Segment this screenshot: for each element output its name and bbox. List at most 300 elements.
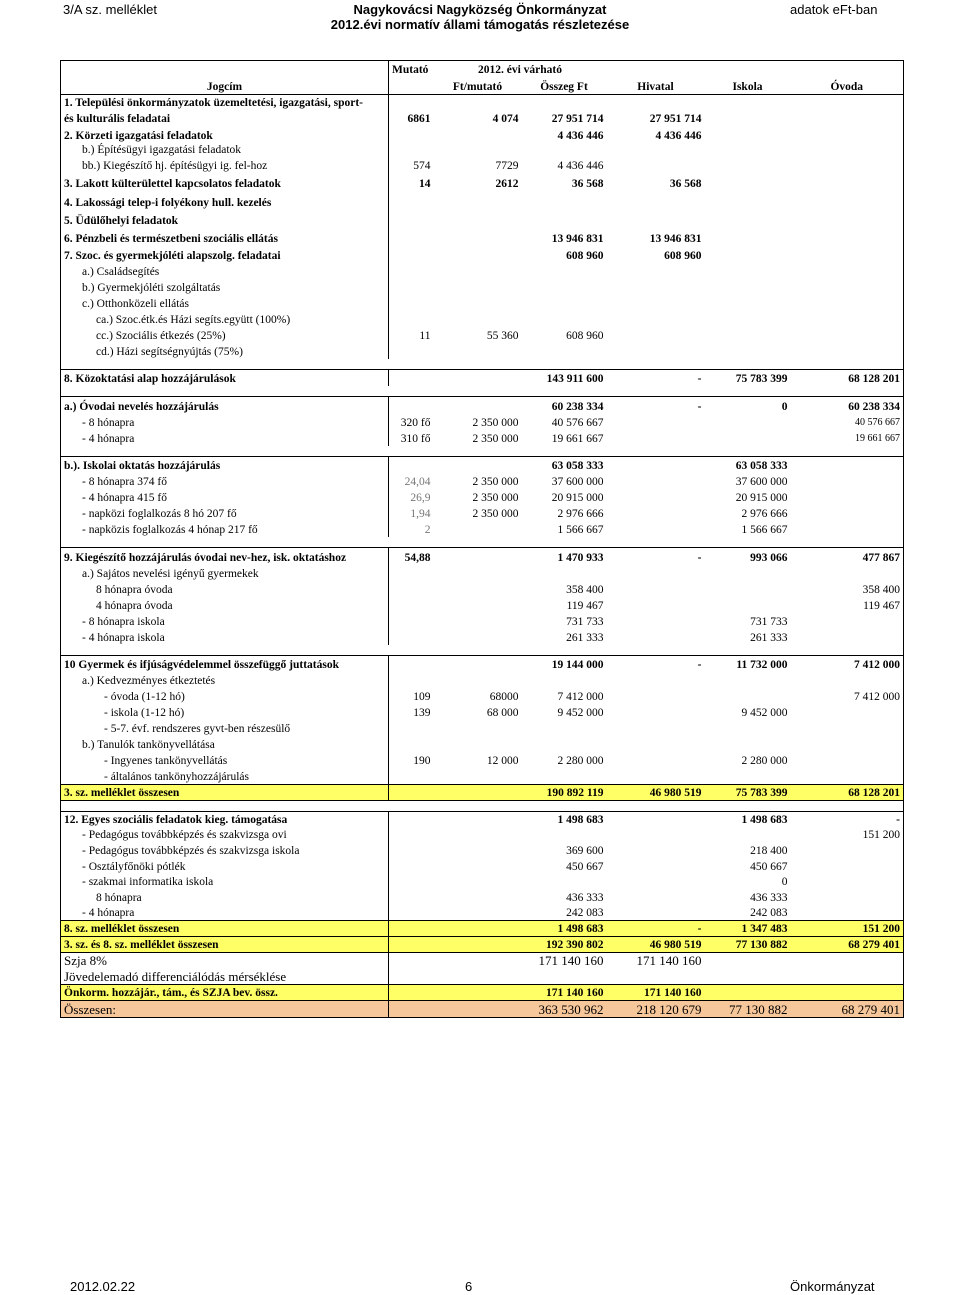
table-row — [61, 1000, 904, 1017]
cell-osszeg: 171 140 160 — [522, 984, 607, 1000]
table-row — [61, 126, 904, 143]
cell-ovoda — [791, 343, 904, 359]
cell-iskola: 1 347 483 — [705, 920, 791, 936]
cell-iskola — [705, 597, 791, 613]
cell-mutato — [389, 905, 434, 920]
row-label: - 8 hónapra iskola — [61, 613, 389, 629]
cell-ft — [434, 126, 522, 143]
row-label: Szja 8% — [61, 952, 389, 968]
row-label: 9. Kiegészítő hozzájárulás óvodai nev-hez, isk. oktatáshoz — [61, 548, 389, 565]
row-label: 3. sz. és 8. sz. melléklet összesen — [61, 936, 389, 952]
table-row — [61, 889, 904, 905]
row-label: 10 Gyermek és ifjúságvédelemmel összefüggő juttatások — [61, 655, 389, 672]
cell-ft — [434, 343, 522, 359]
cell-mutato — [389, 295, 434, 311]
cell-iskola: 1 498 683 — [705, 811, 791, 827]
cell-ovoda — [791, 505, 904, 521]
cell-iskola: 242 083 — [750, 906, 788, 919]
cell-ovoda — [791, 327, 904, 343]
cell-ovoda — [791, 143, 904, 157]
table-row — [61, 905, 904, 920]
cell-osszeg — [522, 672, 607, 688]
cell-hivatal — [607, 858, 705, 874]
cell-ovoda — [791, 720, 904, 736]
table-row — [61, 191, 904, 210]
cell-ovoda — [791, 984, 904, 1000]
cell-hivatal — [607, 720, 705, 736]
table-row — [61, 95, 904, 110]
table-row — [61, 157, 904, 173]
cell-iskola: 20 915 000 — [735, 492, 788, 504]
cell-hivatal: - — [607, 369, 705, 386]
cell-iskola: 0 — [705, 397, 791, 414]
cell-mutato — [389, 597, 434, 613]
cell-osszeg: 1 566 667 — [557, 524, 604, 536]
cell-hivatal — [607, 874, 705, 889]
col-ft-mutato: Ft/mutató — [434, 77, 522, 95]
cell-ovoda: 151 200 — [791, 920, 904, 936]
cell-iskola — [705, 984, 791, 1000]
cell-iskola — [705, 228, 791, 246]
cell-ft — [434, 191, 522, 210]
cell-ft — [434, 905, 522, 920]
col-iskola: Iskola — [705, 77, 791, 95]
cell-osszeg — [522, 968, 607, 984]
cell-ovoda — [791, 191, 904, 210]
cell-ovoda — [791, 952, 904, 968]
table-row — [61, 655, 904, 672]
table-row — [61, 210, 904, 228]
cell-osszeg — [522, 311, 607, 327]
cell-hivatal — [607, 157, 705, 173]
cell-ft: 2 350 000 — [472, 432, 519, 445]
table-row — [61, 613, 904, 629]
col-jogcim: Jogcím — [61, 77, 389, 95]
cell-ovoda: 68 279 401 — [791, 1000, 904, 1017]
footer-page: 6 — [465, 1279, 473, 1294]
cell-ft — [434, 521, 522, 537]
cell-osszeg: 13 946 831 — [551, 232, 604, 245]
cell-hivatal — [607, 95, 705, 110]
cell-iskola — [705, 736, 791, 752]
cell-hivatal — [607, 295, 705, 311]
row-label: - Ingyenes tankönyvellátás — [61, 752, 389, 768]
cell-ft — [434, 311, 522, 327]
cell-ovoda — [791, 905, 904, 920]
cell-mutato — [389, 343, 434, 359]
cell-osszeg: 450 667 — [566, 861, 604, 873]
row-label: 3. sz. melléklet összesen — [61, 784, 389, 800]
cell-osszeg — [522, 874, 607, 889]
cell-ft — [434, 263, 522, 279]
row-label: - általános tankönyhozzájárulás — [61, 768, 389, 784]
cell-iskola — [705, 968, 791, 984]
page-subtitle: 2012.évi normatív állami támogatás részletezése — [330, 17, 630, 32]
table-row — [61, 811, 904, 827]
cell-ft — [434, 720, 522, 736]
cell-iskola — [705, 311, 791, 327]
cell-hivatal — [607, 430, 705, 446]
cell-ft — [434, 629, 522, 645]
cell-ft — [434, 920, 522, 936]
cell-mutato — [389, 889, 434, 905]
cell-ft — [434, 295, 522, 311]
cell-ovoda: 40 576 667 — [791, 414, 904, 430]
cell-iskola: 0 — [781, 876, 788, 888]
cell-ovoda — [791, 279, 904, 295]
cell-ovoda — [791, 672, 904, 688]
cell-ft — [434, 210, 522, 228]
table-row — [61, 473, 904, 489]
col-osszeg: Összeg Ft — [522, 77, 607, 95]
cell-ft — [434, 143, 522, 157]
cell-osszeg: 261 333 — [566, 631, 604, 644]
cell-ft — [434, 228, 522, 246]
cell-osszeg: 436 333 — [566, 892, 604, 904]
row-label: 3. Lakott külterülettel kapcsolatos feladatok — [61, 173, 389, 191]
cell-mutato — [389, 369, 434, 386]
cell-hivatal — [607, 489, 705, 505]
cell-hivatal — [607, 343, 705, 359]
cell-hivatal — [607, 905, 705, 920]
cell-ft — [434, 736, 522, 752]
cell-iskola — [705, 126, 791, 143]
cell-hivatal: - — [607, 548, 705, 565]
cell-mutato — [389, 581, 434, 597]
table-row — [61, 343, 904, 359]
cell-iskola: 218 400 — [750, 845, 788, 857]
cell-hivatal: - — [607, 397, 705, 414]
cell-hivatal: 218 120 679 — [607, 1000, 705, 1017]
table-row — [61, 173, 904, 191]
cell-iskola — [705, 143, 791, 157]
cell-osszeg: 4 436 446 — [557, 159, 604, 172]
cell-ft: 2612 — [495, 177, 519, 190]
cell-ft — [434, 952, 522, 968]
cell-mutato — [389, 768, 434, 784]
cell-osszeg — [522, 343, 607, 359]
cell-ovoda — [791, 842, 904, 858]
row-label: Jövedelemadó differenciálódás mérséklése — [61, 968, 389, 984]
spacer-row — [61, 446, 904, 457]
annex-label: 3/A sz. melléklet — [63, 2, 157, 17]
cell-iskola: 75 783 399 — [705, 369, 791, 386]
cell-osszeg: 63 058 333 — [522, 456, 607, 473]
cell-iskola: 993 066 — [705, 548, 791, 565]
cell-ft — [434, 984, 522, 1000]
header-row-1 — [61, 61, 904, 77]
cell-hivatal — [607, 768, 705, 784]
table-row — [61, 548, 904, 565]
cell-ft — [434, 95, 522, 110]
table-row — [61, 784, 904, 800]
row-label: 1. Települési önkormányzatok üzemeltetési, igazgatási, sport- — [61, 95, 389, 110]
cell-ft — [434, 768, 522, 784]
cell-mutato — [389, 936, 434, 952]
cell-mutato — [389, 672, 434, 688]
cell-mutato — [389, 827, 434, 842]
row-label: ca.) Szoc.étk.és Házi segíts.együtt (100%) — [61, 311, 389, 327]
table-row — [61, 327, 904, 343]
cell-osszeg: 27 951 714 — [551, 112, 604, 125]
cell-hivatal — [607, 704, 705, 720]
cell-osszeg: 119 467 — [566, 599, 604, 612]
cell-osszeg: 192 390 802 — [522, 936, 607, 952]
cell-osszeg: 1 498 683 — [522, 920, 607, 936]
cell-osszeg: 369 600 — [566, 845, 604, 857]
cell-iskola: 9 452 000 — [741, 707, 788, 719]
col-group: 2012. évi várható — [434, 61, 607, 77]
table-row — [61, 311, 904, 327]
spacer-row — [61, 537, 904, 548]
cell-ovoda — [791, 173, 904, 191]
cell-hivatal — [607, 968, 705, 984]
cell-iskola: 2 280 000 — [741, 755, 788, 767]
cell-iskola — [705, 414, 791, 430]
row-label: - 4 hónapra — [61, 430, 389, 446]
cell-mutato: 54,88 — [389, 548, 434, 565]
row-label: - szakmai informatika iskola — [61, 874, 389, 889]
table-row — [61, 720, 904, 736]
cell-hivatal — [607, 581, 705, 597]
cell-iskola — [705, 952, 791, 968]
cell-mutato — [389, 874, 434, 889]
cell-osszeg — [522, 143, 607, 157]
cell-osszeg: 363 530 962 — [522, 1000, 607, 1017]
row-label: - 4 hónapra 415 fő — [61, 489, 389, 505]
cell-ovoda — [791, 246, 904, 263]
cell-mutato: 6861 — [389, 110, 434, 126]
table-row — [61, 597, 904, 613]
cell-iskola — [705, 430, 791, 446]
row-label: - napközis foglalkozás 4 hónap 217 fő — [61, 521, 389, 537]
table-row — [61, 369, 904, 386]
cell-ft: 68 000 — [486, 707, 519, 719]
cell-ovoda — [791, 295, 904, 311]
table-row — [61, 143, 904, 157]
cell-iskola — [705, 210, 791, 228]
cell-hivatal — [607, 505, 705, 521]
cell-mutato — [389, 968, 434, 984]
cell-osszeg — [522, 210, 607, 228]
table-row — [61, 295, 904, 311]
cell-mutato — [389, 842, 434, 858]
cell-osszeg: 2 280 000 — [557, 755, 604, 767]
row-label: 6. Pénzbeli és természetbeni szociális ellátás — [61, 228, 389, 246]
cell-mutato — [389, 811, 434, 827]
row-label: - napközi foglalkozás 8 hó 207 fő — [61, 505, 389, 521]
cell-iskola — [705, 565, 791, 581]
cell-ovoda: 60 238 334 — [791, 397, 904, 414]
cell-osszeg: 608 960 — [566, 329, 604, 342]
cell-ovoda — [791, 95, 904, 110]
cell-ft: 12 000 — [486, 755, 519, 767]
cell-mutato: 574 — [389, 157, 434, 173]
cell-osszeg: 242 083 — [566, 906, 604, 919]
cell-mutato — [389, 279, 434, 295]
cell-iskola: 11 732 000 — [705, 655, 791, 672]
cell-hivatal — [607, 827, 705, 842]
cell-ovoda: 119 467 — [791, 597, 904, 613]
cell-iskola: 261 333 — [750, 631, 788, 644]
cell-ft — [434, 613, 522, 629]
cell-mutato: 14 — [389, 173, 434, 191]
table-row — [61, 768, 904, 784]
row-label: - 4 hónapra — [61, 905, 389, 920]
table-row — [61, 629, 904, 645]
cell-mutato — [389, 952, 434, 968]
cell-ovoda — [791, 704, 904, 720]
cell-ovoda — [791, 768, 904, 784]
cell-osszeg: 40 576 667 — [551, 416, 604, 429]
cell-hivatal — [607, 842, 705, 858]
cell-hivatal — [607, 473, 705, 489]
cell-mutato: 2 — [389, 521, 434, 537]
cell-osszeg — [522, 279, 607, 295]
cell-mutato: 139 — [389, 704, 434, 720]
cell-mutato: 26,9 — [389, 489, 434, 505]
cell-ft — [434, 936, 522, 952]
cell-mutato — [389, 126, 434, 143]
cell-ft — [434, 874, 522, 889]
cell-ovoda — [791, 613, 904, 629]
cell-mutato — [389, 984, 434, 1000]
cell-ft: 68000 — [489, 691, 519, 703]
table-row — [61, 752, 904, 768]
spacer-row — [61, 359, 904, 370]
cell-ovoda: 7 412 000 — [791, 655, 904, 672]
cell-hivatal — [607, 191, 705, 210]
cell-hivatal — [607, 456, 705, 473]
table-row — [61, 827, 904, 842]
row-label: Összesen: — [61, 1000, 389, 1017]
row-label: - 5-7. évf. rendszeres gyvt-ben részesülő — [61, 720, 389, 736]
footer-right: Önkormányzat — [790, 1279, 875, 1294]
table-row — [61, 672, 904, 688]
cell-ovoda: 68 128 201 — [791, 784, 904, 800]
cell-ovoda: 477 867 — [791, 548, 904, 565]
cell-iskola: 2 976 666 — [741, 508, 788, 520]
cell-ovoda — [791, 210, 904, 228]
cell-hivatal: 46 980 519 — [607, 784, 705, 800]
cell-ovoda — [791, 736, 904, 752]
cell-ovoda — [791, 565, 904, 581]
row-label: - iskola (1-12 hó) — [61, 704, 389, 720]
cell-ft — [434, 597, 522, 613]
cell-hivatal: 46 980 519 — [607, 936, 705, 952]
row-label: - Osztályfőnöki pótlék — [61, 858, 389, 874]
cell-ovoda: 68 128 201 — [791, 369, 904, 386]
row-label: b.) Építésügyi igazgatási feladatok — [61, 143, 389, 157]
row-label: a.) Óvodai nevelés hozzájárulás — [61, 397, 389, 414]
cell-ft — [434, 1000, 522, 1017]
cell-iskola — [705, 672, 791, 688]
cell-iskola — [705, 720, 791, 736]
table-row — [61, 263, 904, 279]
cell-osszeg: 731 733 — [566, 615, 604, 628]
row-label: 4. Lakossági telep-i folyékony hull. kezelés — [61, 191, 389, 210]
table-row — [61, 505, 904, 521]
row-label: bb.) Kiegészítő hj. építésügyi ig. fel-hoz — [61, 157, 389, 173]
cell-hivatal — [607, 629, 705, 645]
cell-ovoda — [791, 874, 904, 889]
cell-osszeg: 608 960 — [566, 249, 604, 262]
cell-mutato — [389, 311, 434, 327]
cell-iskola: 63 058 333 — [705, 456, 791, 473]
row-label: - 8 hónapra — [61, 414, 389, 430]
cell-ft — [434, 968, 522, 984]
table-row — [61, 842, 904, 858]
cell-iskola — [705, 581, 791, 597]
cell-osszeg: 7 412 000 — [557, 691, 604, 703]
cell-osszeg: 358 400 — [566, 583, 604, 596]
cell-hivatal: - — [607, 655, 705, 672]
cell-ft — [434, 548, 522, 565]
cell-osszeg — [522, 263, 607, 279]
cell-mutato: 190 — [389, 752, 434, 768]
cell-ovoda — [791, 968, 904, 984]
cell-hivatal — [607, 597, 705, 613]
cell-mutato — [389, 784, 434, 800]
cell-osszeg — [522, 720, 607, 736]
cell-osszeg: 2 976 666 — [557, 508, 604, 520]
cell-ft: 2 350 000 — [472, 416, 519, 429]
cell-osszeg: 36 568 — [571, 177, 604, 190]
cell-ft — [434, 827, 522, 842]
cell-ft — [434, 565, 522, 581]
cell-mutato — [389, 397, 434, 414]
table-row — [61, 688, 904, 704]
cell-mutato — [389, 736, 434, 752]
cell-mutato: 1,94 — [389, 505, 434, 521]
cell-ft — [434, 811, 522, 827]
cell-ovoda: 68 279 401 — [791, 936, 904, 952]
cell-mutato — [389, 210, 434, 228]
cell-mutato — [389, 565, 434, 581]
cell-mutato — [389, 613, 434, 629]
table-row — [61, 565, 904, 581]
cell-mutato — [389, 920, 434, 936]
cell-hivatal: 27 951 714 — [649, 112, 702, 125]
cell-iskola: 75 783 399 — [705, 784, 791, 800]
cell-ovoda — [791, 629, 904, 645]
cell-iskola: 77 130 882 — [705, 1000, 791, 1017]
cell-hivatal — [607, 889, 705, 905]
cell-hivatal: 36 568 — [669, 177, 702, 190]
row-label: 8 hónapra — [61, 889, 389, 905]
col-ovoda: Óvoda — [791, 77, 904, 95]
cell-hivatal: - — [607, 920, 705, 936]
cell-hivatal: 171 140 160 — [636, 953, 702, 968]
header-row-2 — [61, 77, 904, 95]
cell-ft — [434, 842, 522, 858]
row-label: 4 hónapra óvoda — [61, 597, 389, 613]
table-row — [61, 397, 904, 414]
cell-ft — [434, 369, 522, 386]
cell-ft: 2 350 000 — [472, 492, 519, 504]
cell-mutato — [389, 143, 434, 157]
cell-hivatal — [607, 143, 705, 157]
cell-mutato — [389, 95, 434, 110]
cell-ft — [434, 672, 522, 688]
cell-mutato — [389, 858, 434, 874]
cell-mutato — [389, 228, 434, 246]
cell-iskola — [705, 279, 791, 295]
cell-ft — [434, 889, 522, 905]
row-label: cd.) Házi segítségnyújtás (75%) — [61, 343, 389, 359]
cell-osszeg: 143 911 600 — [522, 369, 607, 386]
cell-iskola: 77 130 882 — [705, 936, 791, 952]
